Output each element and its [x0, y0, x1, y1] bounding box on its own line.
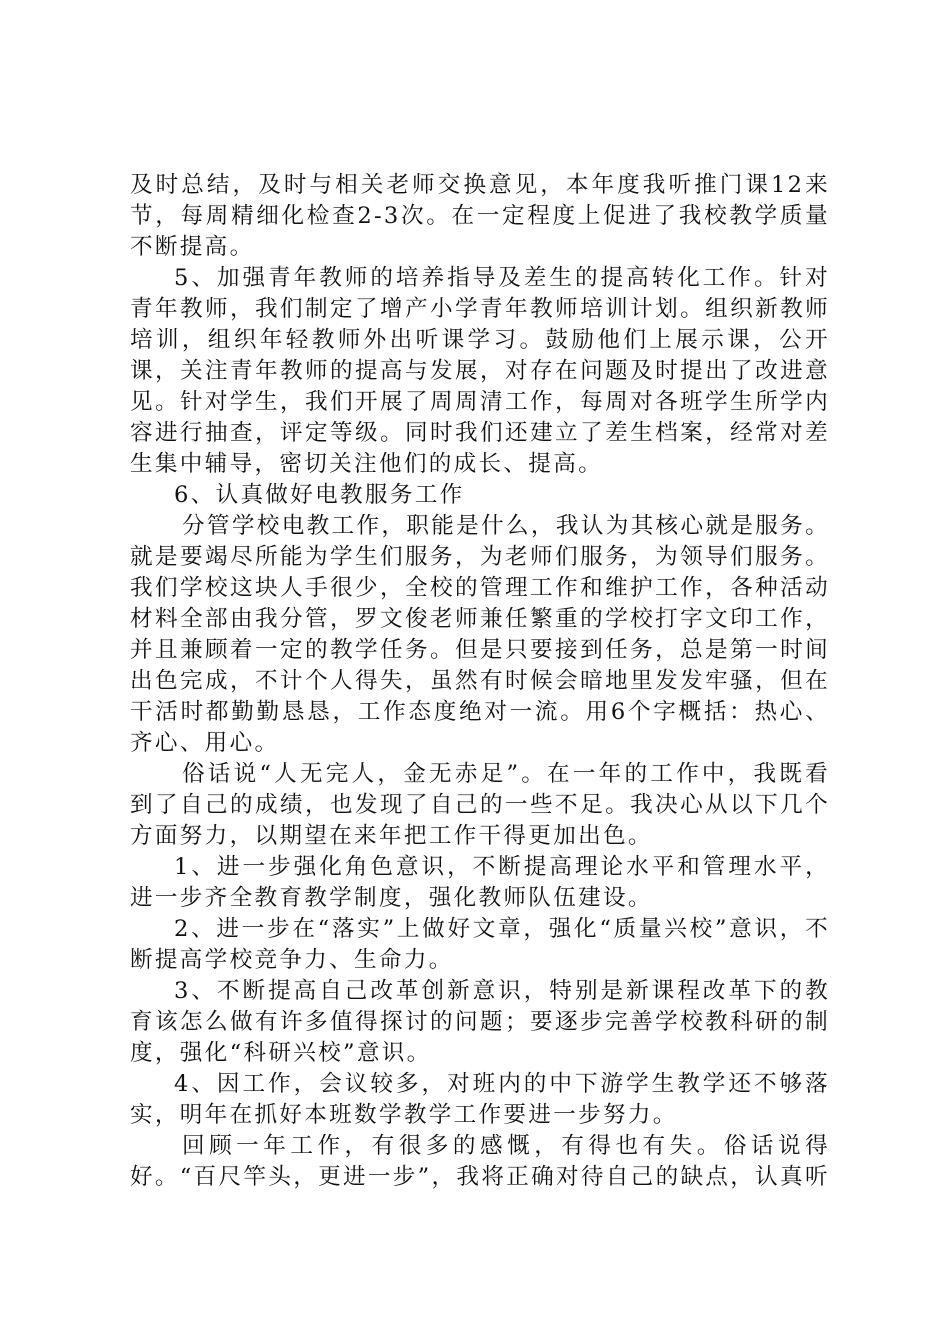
- paragraph-summary-continued: 及时总结，及时与相关老师交换意见，本年度我听推门课12来节，每周精细化检查2-3次。在一定程度上促进了我校教学质量不断提高。: [130, 172, 830, 260]
- paragraph-plan-item-2: 2、进一步在“落实”上做好文章，强化“质量兴校”意识，不断提高学校竞争力、生命力。: [130, 916, 830, 973]
- paragraph-shortcomings-intro: 俗话说“人无完人，金无赤足”。在一年的工作中，我既看到了自己的成绩，也发现了自己的一些不足。我决心从以下几个方面努力，以期望在来年把工作干得更加出色。: [130, 761, 830, 849]
- paragraph-plan-item-3: 3、不断提高自己改革创新意识，特别是新课程改革下的教育该怎么做有许多值得探讨的问题；要逐步完善学校教科研的制度，强化“科研兴校”意识。: [130, 978, 830, 1066]
- paragraph-review-conclusion: 回顾一年工作，有很多的感慨，有得也有失。俗话说得好。“百尺竿头，更进一步”，我将正确对待自己的缺点，认真听: [130, 1133, 830, 1190]
- paragraph-plan-item-4: 4、因工作，会议较多，对班内的中下游学生教学还不够落实，明年在抓好本班数学教学工作要进一步努力。: [130, 1071, 830, 1128]
- paragraph-item-6-heading: 6、认真做好电教服务工作: [174, 482, 465, 508]
- paragraph-plan-item-1: 1、进一步强化角色意识，不断提高理论水平和管理水平，进一步齐全教育教学制度，强化教师队伍建设。: [130, 854, 830, 911]
- document-body: [130, 170, 830, 1193]
- paragraph-electronic-teaching-service: 分管学校电教工作，职能是什么，我认为其核心就是服务。就是要竭尽所能为学生们服务，为老师们服务，为领导们服务。我们学校这块人手很少，全校的管理工作和维护工作，各种活动材料全部由我分管，罗文俊老师兼任繁重的学校打字文印工作，并且兼顾着一定的教学任务。但是只要接到任务，总是第一时间出色完成，不计个人得失，虽然有时候会暗地里发发牢骚，但在干活时都勤勤恳恳，工作态度绝对一流。用6个字概括：热心、齐心、用心。: [130, 513, 830, 756]
- paragraph-item-5-young-teachers: 5、加强青年教师的培养指导及差生的提高转化工作。针对青年教师，我们制定了增产小学青年教师培训计划。组织新教师培训，组织年轻教师外出听课学习。鼓励他们上展示课，公开课，关注青年教师的提高与发展，对存在问题及时提出了改进意见。针对学生，我们开展了周周清工作，每周对各班学生所学内容进行抽查，评定等级。同时我们还建立了差生档案，经常对差生集中辅导，密切关注他们的成长、提高。: [130, 265, 830, 477]
